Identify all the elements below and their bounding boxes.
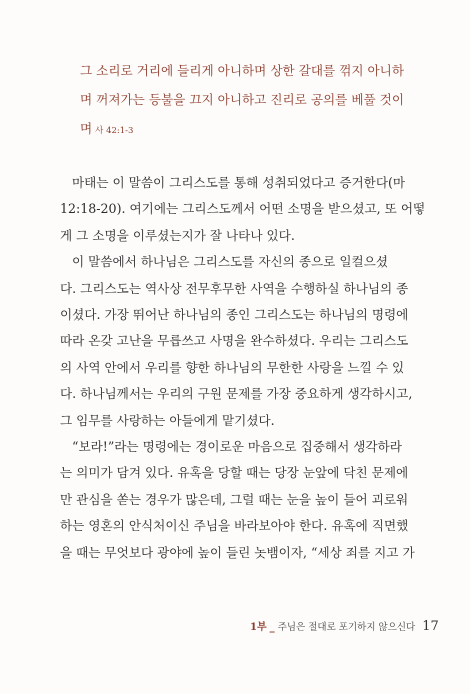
body-line-12: 는 의미가 담겨 있다. 유혹을 당할 때는 당장 눈앞에 닥친 문제에 xyxy=(60,465,409,481)
body-line-14: 하는 영혼의 안식처이신 주님을 바라보아야 한다. 유혹에 직면했 xyxy=(60,518,409,534)
body-line-8: 의 사역 안에서 우리를 향한 하나님의 무한한 사랑을 느낄 수 있 xyxy=(60,359,405,375)
quote-line-3-text: 며 xyxy=(80,121,93,136)
body-line-11: “보라!”라는 명령에는 경이로운 마음으로 집중해서 생각하라 xyxy=(72,439,402,455)
footer-part: 1부 xyxy=(250,622,267,633)
footer-separator: _ xyxy=(269,622,275,633)
scripture-reference: 사 42:1-3 xyxy=(95,126,134,136)
body-text xyxy=(60,170,426,566)
body-line-15: 을 때는 무엇보다 광야에 높이 들린 놋뱀이자, “세상 죄를 지고 가 xyxy=(60,544,415,560)
body-line-4: 이 말씀에서 하나님은 그리스도를 자신의 종으로 일컬으셨 xyxy=(72,254,388,270)
footer-title: 주님은 절대로 포기하지 않으신다 xyxy=(277,622,416,633)
quote-line-1: 그 소리로 거리에 들리게 아니하며 상한 갈대를 꺾지 아니하 xyxy=(80,63,404,78)
page-number: 17 xyxy=(422,619,439,634)
running-footer xyxy=(250,618,439,634)
body-line-9: 다. 하나님께서는 우리의 구원 문제를 가장 중요하게 생각하시고, xyxy=(60,386,413,402)
body-line-7: 따라 온갖 고난을 무릅쓰고 사명을 완수하셨다. 우리는 그리스도 xyxy=(60,333,409,349)
body-line-6: 이셨다. 가장 뛰어난 하나님의 종인 그리스도는 하나님의 명령에 xyxy=(60,307,409,323)
quote-line-3 xyxy=(80,114,400,146)
quote-line-2: 며 꺼져가는 등불을 끄지 아니하고 진리로 공의를 베풀 것이 xyxy=(80,92,404,107)
body-line-10: 그 임무를 사랑하는 아들에게 맡기셨다. xyxy=(60,412,275,428)
body-line-3: 게 그 소명을 이루셨는지가 잘 나타나 있다. xyxy=(60,227,295,243)
body-line-2: 12:18-20). 여기에는 그리스도께서 어떤 소명을 받으셨고, 또 어떻 xyxy=(60,201,426,217)
scripture-quote xyxy=(80,56,404,146)
body-line-13: 만 관심을 쏟는 경우가 많은데, 그럴 때는 눈을 높이 들어 괴로워 xyxy=(60,491,409,507)
body-line-1: 마태는 이 말씀이 그리스도를 통해 성취되었다고 증거한다(마 xyxy=(72,175,406,190)
body-line-5: 다. 그리스도는 역사상 전무후무한 사역을 수행하실 하나님의 종 xyxy=(60,280,409,296)
